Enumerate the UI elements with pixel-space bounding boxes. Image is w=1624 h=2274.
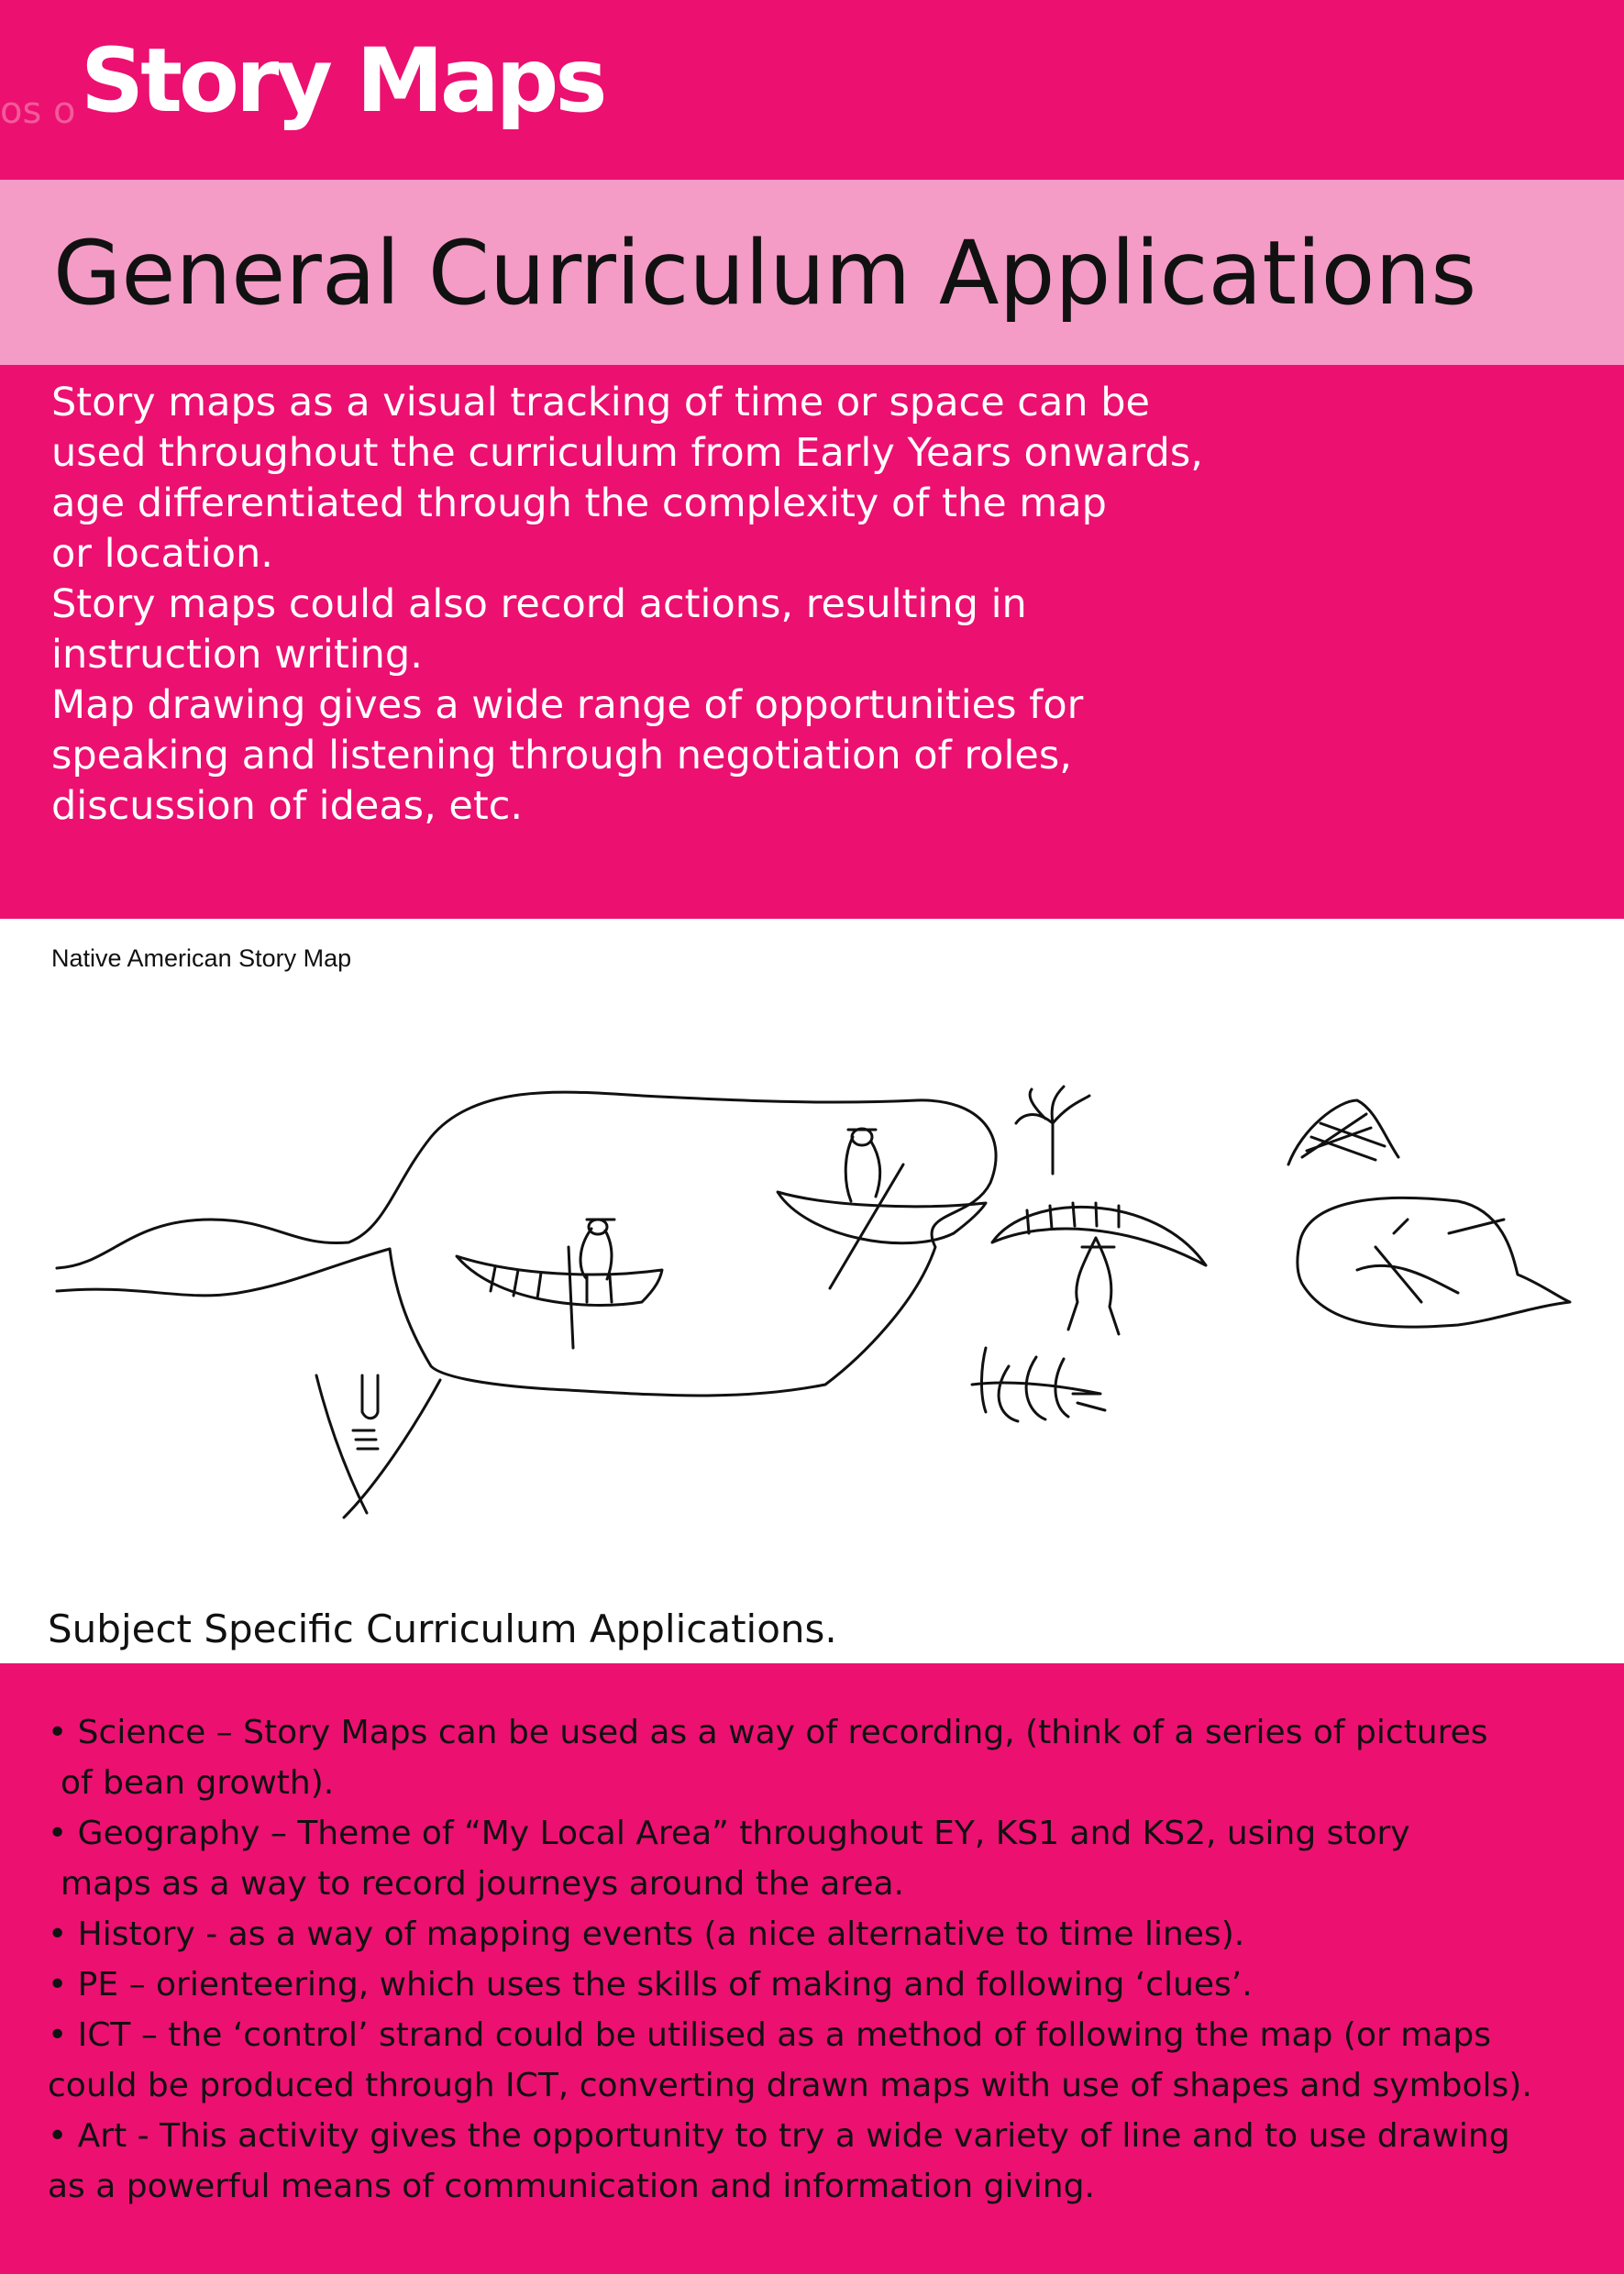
subject-specific-heading: Subject Specific Curriculum Applications.	[48, 1606, 837, 1651]
fish-shape	[1298, 1198, 1570, 1327]
faded-background-text: os o	[0, 90, 76, 132]
intro-line: Story maps could also record actions, resulting in	[51, 581, 1027, 627]
paddler-left-head	[589, 1220, 607, 1234]
canoe-left	[457, 1256, 662, 1305]
carried-canoe	[992, 1207, 1206, 1265]
tree	[1016, 1087, 1089, 1174]
list-item-art	[48, 2111, 1588, 2212]
intro-line: or location.	[51, 531, 273, 577]
river-outline-lower	[57, 1249, 390, 1296]
intro-line: Map drawing gives a wide range of opportunities for	[51, 682, 1084, 728]
list-item-science	[48, 1707, 1588, 1808]
list-item-ict	[48, 2010, 1588, 2111]
intro-line: instruction writing.	[51, 632, 423, 678]
native-american-story-map-illustration	[0, 1045, 1624, 1559]
list-item-line: • PE – orienteering, which uses the skills of making and following ‘clues’.	[48, 1966, 1253, 2004]
pole-marks	[353, 1430, 378, 1449]
applications-list	[48, 1707, 1588, 2212]
intro-line: Story maps as a visual tracking of time or space can be	[51, 380, 1150, 425]
list-item-line: • Art - This activity gives the opportunity to try a wide variety of line and to use drawing	[48, 2117, 1510, 2155]
fish-lines	[1357, 1220, 1504, 1302]
plant	[972, 1348, 1105, 1421]
carrier-figure	[1068, 1238, 1119, 1334]
figure-caption: Native American Story Map	[51, 944, 352, 972]
intro-paragraph	[51, 378, 1427, 832]
list-item-line: • Science – Story Maps can be used as a way of recording, (think of a series of pictures	[48, 1714, 1488, 1751]
paddler-left	[569, 1220, 614, 1348]
list-item-line: maps as a way to record journeys around the area.	[61, 1865, 904, 1903]
list-item-pe	[48, 1959, 1588, 2010]
intro-line: used throughout the curriculum from Early Years onwards,	[51, 430, 1203, 476]
intro-line: speaking and listening through negotiation of roles,	[51, 733, 1072, 778]
list-item-line: as a powerful means of communication and information giving.	[48, 2168, 1095, 2205]
intro-line: discussion of ideas, etc.	[51, 783, 524, 829]
paddler-right	[830, 1130, 903, 1288]
list-item-line: could be produced through ICT, converting drawn maps with use of shapes and symbols).	[48, 2067, 1532, 2104]
list-item-line: • ICT – the ‘control’ strand could be utilised as a method of following the map (or maps	[48, 2016, 1491, 2054]
section-heading: General Curriculum Applications	[53, 222, 1477, 325]
list-item-line: of bean growth).	[61, 1764, 335, 1802]
list-item-geography	[48, 1808, 1588, 1909]
list-item-history	[48, 1909, 1588, 1959]
paddler-right-head	[852, 1129, 872, 1145]
intro-line: age differentiated through the complexity of the map	[51, 480, 1107, 526]
crossed-poles	[316, 1375, 440, 1518]
hut-thatch	[1302, 1114, 1385, 1160]
list-item-line: • History - as a way of mapping events (a nice alternative to time lines).	[48, 1915, 1245, 1953]
page-title: Story Maps	[81, 29, 604, 132]
list-item-line: • Geography – Theme of “My Local Area” throughout EY, KS1 and KS2, using story	[48, 1815, 1410, 1852]
